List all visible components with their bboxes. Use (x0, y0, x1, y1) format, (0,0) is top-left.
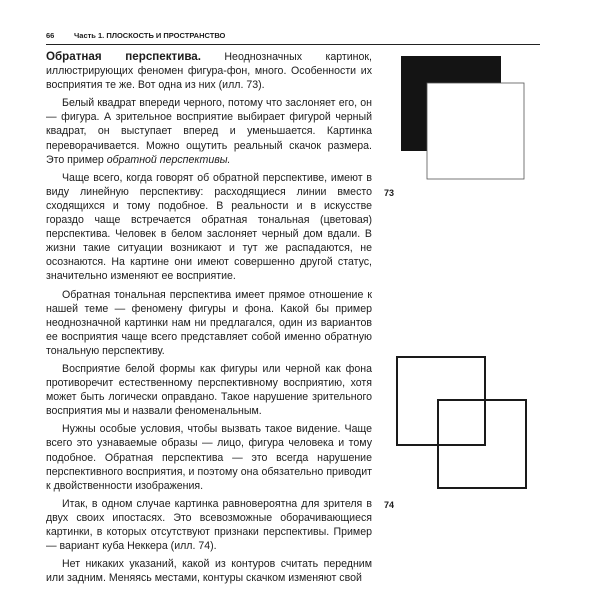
paragraph-text: Белый квадрат впереди черного, потому что заслоняет его, он — фигура. А зрительное восприятие выбирает фигурой черный квадрат, он выступает вперед и уменьшается. Картинка переворачивается. Можно ощутить реальный скачок размера. Это пример (46, 97, 372, 166)
white-square (427, 83, 524, 179)
illustration-73 (395, 54, 530, 184)
paragraph (46, 96, 372, 166)
figure-73-caption: 73 (384, 188, 395, 198)
page-number: 66 (46, 31, 55, 40)
paragraph: Чаще всего, когда говорят об обратной перспективе, имеют в виду линейную перспективу: расходящиеся линии вместо сходящихся и тому подобное. В реальности и в искусстве гораздо чаще встречается обратная тональная (цветовая) перспектива. Человек в белом заслоняет черный дом вдали. В жизни такие ситуации возникают и тут же распадаются, не осознаются. На картине они имеют совершенно другой статус, значительно изменяют ее восприятие. (46, 171, 372, 283)
section-lead-paragraph (46, 50, 372, 92)
illustration-74 (392, 350, 532, 500)
paragraph: Восприятие белой формы как фигуры или черной как фона противоречит естественному перспективному восприятию, хотя может быть логически оправдано. Такое нарушение зрительного восприятия мы и назвали феноменальным. (46, 362, 372, 418)
page-header (46, 30, 540, 45)
body-text (46, 50, 372, 589)
paragraph: Итак, в одном случае картинка равновероятна для зрителя в двух своих ипостасях. Это всевозможные оборачивающиеся картинки, в которых отсутствуют признаки перспективы. Пример — вариант куба Неккера (илл. 74). (46, 497, 372, 553)
paragraph: Нужны особые условия, чтобы вызвать такое видение. Чаще всего это узнаваемые образы — лицо, фигура человека и тому подобное. Обратная перспектива — это всегда нарушение перспективного восприятия, и поэтому она обязательно приводит к двойственности изображения. (46, 423, 372, 492)
running-title: Часть 1. ПЛОСКОСТЬ И ПРОСТРАНСТВО (74, 31, 226, 40)
term-reverse-perspective: обратной перспективы. (106, 153, 231, 166)
figure-74-caption: 74 (384, 500, 395, 510)
paragraph: Нет никаких указаний, какой из контуров считать передним или задним. Меняясь местами, контуры скачком изменяют свой (46, 558, 372, 585)
section-title: Обратная перспектива. (46, 50, 201, 63)
section-lead-text: Неоднозначных картинок, иллюстрирующих феномен фигура-фон, много. Особенности их восприятия те же. Вот одна из них (илл. 73). (46, 51, 372, 92)
paragraph: Обратная тональная перспектива имеет прямое отношение к нашей теме — феномену фигуры и фона. Какой бы пример неоднозначной картинки нам ни предлагался, один из вариантов ее восприятия чаще всего представляет собой именно обратную тональную перспективу. (46, 288, 372, 357)
